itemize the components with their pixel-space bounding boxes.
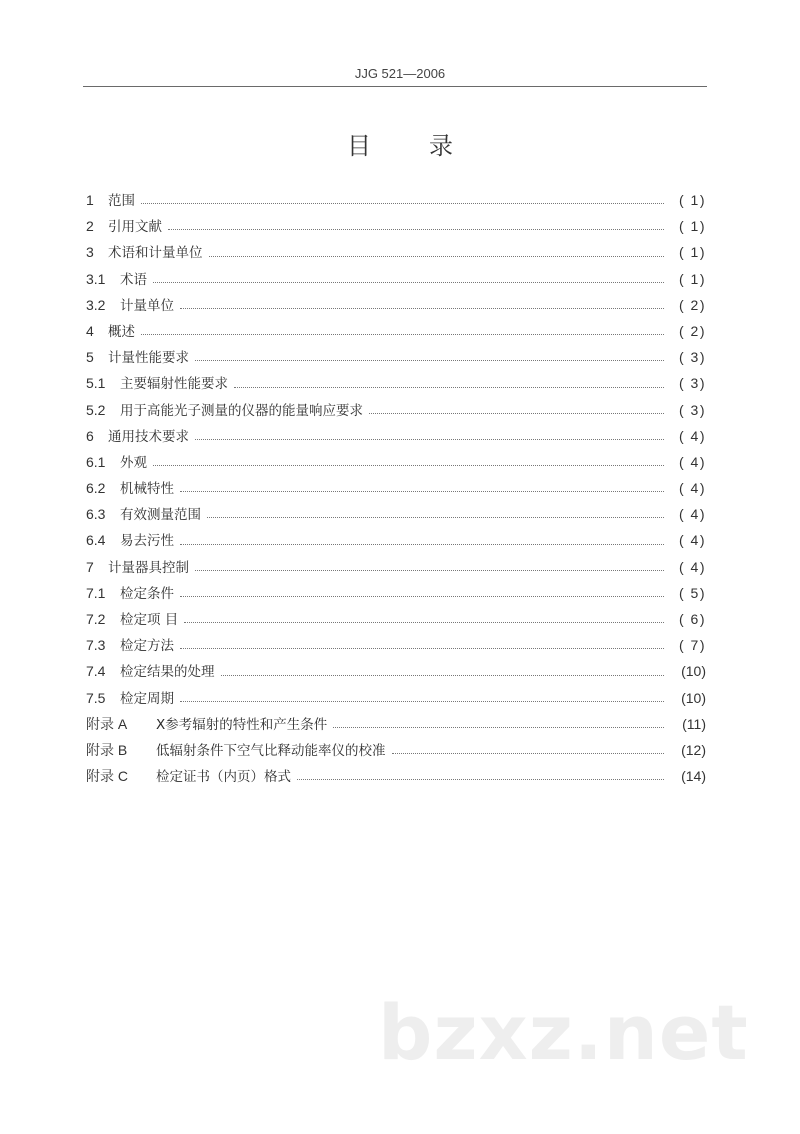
toc-entry-page: ( 2) [679,296,706,313]
toc-entry-number: 6 [86,427,94,444]
standard-code-header: JJG 521—2006 [354,66,446,81]
toc-entry-7-1[interactable] [86,582,706,608]
toc-leader-dots [141,334,664,335]
toc-leader-dots [209,256,665,257]
toc-entry-number: 2 [86,218,94,235]
toc-leader-dots [184,622,664,623]
toc-entry-title: 检定项 目 [120,612,179,628]
toc-entry-number: 7 [86,558,94,575]
toc-leader-dots [180,701,664,702]
toc-entry-4[interactable] [86,320,706,346]
toc-entry-page: ( 4) [679,558,706,575]
toc-entry-title: 机械特性 [120,481,174,498]
toc-entry-7[interactable] [86,556,706,582]
toc-leader-dots [180,308,664,309]
toc-entry-title: 有效测量范围 [120,507,201,524]
toc-entry-6-4[interactable] [86,529,706,555]
toc-entry-title: 检定结果的处理 [120,664,215,681]
toc-leader-dots [180,648,664,649]
toc-entry-number: 附录 B [86,741,128,758]
toc-entry-附录-C[interactable] [86,765,706,791]
toc-entry-number: 5.1 [86,375,106,392]
title-char-1: 目 [347,132,371,160]
toc-entry-附录-A[interactable] [86,713,706,739]
toc-leader-dots [153,282,664,283]
toc-entry-page: (12) [681,741,706,758]
title-char-2: 录 [429,132,453,160]
toc-entry-number: 6.3 [86,506,106,523]
toc-entry-number: 7.2 [86,611,106,627]
toc-entry-3[interactable] [86,241,706,267]
toc-entry-5[interactable] [86,346,706,372]
toc-entry-number: 3.1 [86,270,106,287]
page-title [0,126,800,161]
toc-leader-dots [234,387,664,388]
toc-entry-page: ( 5) [679,584,706,601]
toc-leader-dots [141,203,664,204]
toc-leader-dots [221,675,665,676]
toc-entry-number: 附录 C [86,768,128,785]
toc-entry-title: X参考辐射的特性和产生条件 [156,716,328,733]
toc-entry-title: 用于高能光子测量的仪器的能量响应要求 [120,402,363,419]
toc-entry-title: 通用技术要求 [108,428,189,445]
toc-entry-5-2[interactable] [86,399,706,425]
toc-entry-7-5[interactable] [86,687,706,713]
toc-entry-title: 检定方法 [120,638,174,655]
toc-entry-title: 计量性能要求 [108,350,189,367]
toc-entry-page: (14) [681,768,706,785]
toc-entry-5-1[interactable] [86,372,706,398]
toc-entry-page: ( 4) [679,480,706,497]
toc-entry-page: ( 3) [679,401,706,418]
toc-entry-title: 术语和计量单位 [108,245,203,262]
toc-entry-6-2[interactable] [86,477,706,503]
toc-leader-dots [180,491,664,492]
toc-entry-number: 5.2 [86,401,106,418]
header-divider [83,86,707,87]
toc-entry-title: 检定条件 [120,585,174,602]
toc-entry-page: (10) [681,689,706,706]
toc-entry-page: ( 1) [679,270,706,287]
toc-leader-dots [168,229,664,230]
toc-entry-title: 计量单位 [120,297,174,314]
toc-entry-page: ( 1) [679,244,706,261]
toc-entry-page: (11) [682,715,706,732]
toc-entry-page: ( 2) [679,322,706,339]
toc-entry-3-1[interactable] [86,268,706,294]
toc-entry-6-1[interactable] [86,451,706,477]
watermark: bzxz.net [378,988,749,1077]
toc-entry-title: 检定周期 [120,690,174,707]
toc-leader-dots [195,439,664,440]
toc-entry-page: ( 1) [679,192,706,208]
toc-entry-title: 低辐射条件下空气比释动能率仪的校准 [156,742,386,759]
toc-entry-number: 6.2 [86,480,106,497]
toc-entry-title: 易去污性 [120,533,174,550]
toc-entry-number: 7.3 [86,637,106,654]
toc-entry-page: ( 4) [679,532,706,549]
toc-leader-dots [180,596,664,597]
table-of-contents [86,189,706,791]
toc-entry-2[interactable] [86,215,706,241]
toc-entry-title: 外观 [120,454,147,471]
toc-leader-dots [297,779,664,780]
toc-entry-page: ( 4) [679,427,706,444]
toc-entry-title: 术语 [120,271,147,288]
toc-entry-number: 5 [86,349,94,366]
toc-entry-3-2[interactable] [86,294,706,320]
toc-entry-title: 范围 [108,193,135,209]
toc-entry-page: ( 4) [679,453,706,470]
toc-entry-title: 引用文献 [108,219,162,236]
toc-entry-page: ( 4) [679,506,706,523]
toc-leader-dots [195,570,664,571]
toc-entry-7-3[interactable] [86,634,706,660]
toc-entry-title: 主要辐射性能要求 [120,376,228,393]
toc-entry-title: 检定证书（内页）格式 [156,769,291,786]
toc-entry-number: 7.4 [86,663,106,680]
toc-leader-dots [333,727,664,728]
toc-entry-title: 计量器具控制 [108,559,189,576]
toc-leader-dots [392,753,665,754]
toc-leader-dots [207,517,664,518]
toc-entry-title: 概述 [108,323,135,340]
toc-entry-number: 6.1 [86,453,106,470]
toc-leader-dots [180,544,664,545]
toc-leader-dots [195,360,664,361]
toc-entry-number: 1 [86,192,94,208]
toc-entry-6-3[interactable] [86,503,706,529]
toc-entry-7-2[interactable] [86,608,706,634]
toc-entry-page: ( 1) [679,218,706,235]
toc-entry-number: 3.2 [86,296,106,313]
toc-entry-page: ( 3) [679,375,706,392]
toc-entry-附录-B[interactable] [86,739,706,765]
toc-entry-number: 7.5 [86,689,106,706]
toc-leader-dots [153,465,664,466]
toc-entry-6[interactable] [86,425,706,451]
toc-entry-page: ( 6) [679,611,706,627]
toc-entry-1[interactable] [86,189,706,215]
toc-entry-page: ( 7) [679,637,706,654]
toc-entry-number: 4 [86,322,94,339]
toc-leader-dots [369,413,664,414]
toc-entry-number: 3 [86,244,94,261]
toc-entry-7-4[interactable] [86,660,706,686]
toc-entry-page: (10) [681,663,706,680]
toc-entry-number: 附录 A [86,715,128,732]
toc-entry-page: ( 3) [679,349,706,366]
toc-entry-number: 7.1 [86,584,106,601]
toc-entry-number: 6.4 [86,532,106,549]
